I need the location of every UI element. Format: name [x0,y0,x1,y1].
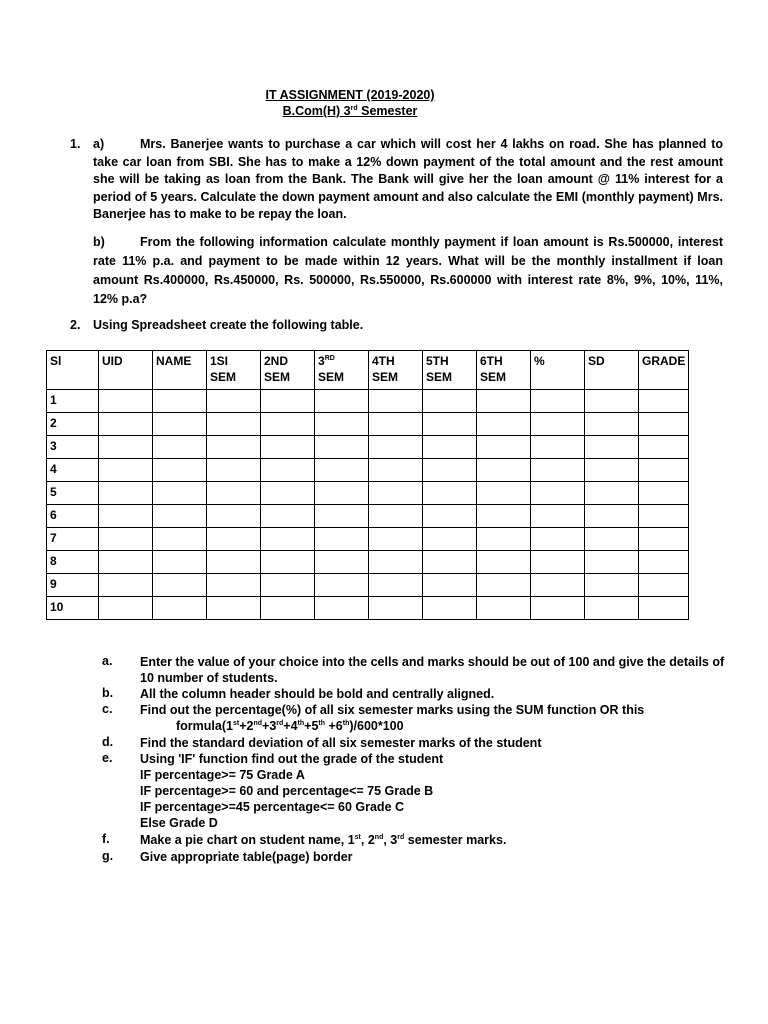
item-c-text: Find out the percentage(%) of all six semester marks using the SUM function OR this [140,703,645,717]
table-cell [639,390,689,413]
table-cell [585,436,639,459]
table-cell [261,574,315,597]
table-row [47,459,689,482]
table-cell [531,574,585,597]
subtitle-sup: rd [350,104,358,112]
table-row [47,528,689,551]
table-cell [315,574,369,597]
row-serial: 6 [47,505,99,528]
item-f-text [140,832,506,848]
table-cell [99,528,153,551]
item-d-label: d. [102,735,114,749]
table-cell [585,482,639,505]
table-cell [423,413,477,436]
item-e-line-3: IF percentage>=45 percentage<= 60 Grade C [140,800,405,814]
table-cell [99,574,153,597]
question-1a-text [93,136,723,224]
table-cell [639,413,689,436]
item-f-pre: Make a pie chart on student name, 1 [140,833,355,847]
table-cell [369,597,423,620]
header-sl: Sl [47,351,99,390]
table-cell [153,390,207,413]
table-cell [531,551,585,574]
table-cell [369,574,423,597]
table-cell [261,413,315,436]
row-serial: 9 [47,574,99,597]
header-3rd-sup: RD [324,355,335,362]
table-cell [315,505,369,528]
table-cell [207,597,261,620]
table-cell [369,505,423,528]
table-cell [639,505,689,528]
table-cell [531,482,585,505]
item-b-label: b. [102,686,114,700]
table-cell [99,597,153,620]
header-3rd-sem-label: SEM [318,370,345,384]
table-body [47,390,689,620]
item-c-label: c. [102,702,113,716]
table-cell [477,528,531,551]
table-cell [423,551,477,574]
table-cell [153,459,207,482]
table-cell [531,505,585,528]
table-cell [261,436,315,459]
table-cell [477,436,531,459]
table-row [47,390,689,413]
table-cell [369,551,423,574]
item-e-text: Using 'IF' function find out the grade of the student [140,752,444,766]
table-cell [315,597,369,620]
table-cell [477,551,531,574]
row-serial: 3 [47,436,99,459]
table-cell [531,413,585,436]
item-c-formula: formula(1st+2nd+3rd+4th+5th +6th)/600*100 [176,719,404,733]
table-cell [261,390,315,413]
item-f-label: f. [102,832,110,846]
table-cell [153,482,207,505]
table-cell [531,459,585,482]
row-serial: 1 [47,390,99,413]
table-cell [261,551,315,574]
question-1a-label: a) [93,137,105,151]
row-serial: 4 [47,459,99,482]
table-cell [99,436,153,459]
question-1b-body: From the following information calculate monthly payment if loan amount is Rs.500000, interest rate 11% p.a. and payment to be made within 12 years. What will be the monthly installment if loan amount Rs.400000, Rs.450000, Rs. 500000, Rs.550000, Rs.600000 with interest rate 8%, 9%, 10%, 11%, 12% p.a? [93,235,723,306]
item-g-label: g. [102,849,114,863]
table-cell [477,413,531,436]
question-1b-label: b) [93,235,105,249]
table-cell [315,390,369,413]
table-cell [261,459,315,482]
table-cell [531,597,585,620]
table-cell [423,390,477,413]
question-2-number: 2. [70,318,81,332]
header-4th-sem: 4TH SEM [369,351,423,390]
item-d-text: Find the standard deviation of all six semester marks of the student [140,736,542,750]
table-cell [585,597,639,620]
table-cell [531,436,585,459]
table-cell [99,551,153,574]
table-cell [369,413,423,436]
table-cell [585,413,639,436]
header-2nd-sem: 2ND SEM [261,351,315,390]
table-row [47,482,689,505]
table-cell [207,436,261,459]
question-2-text: Using Spreadsheet create the following table. [93,318,364,332]
table-row [47,505,689,528]
table-cell [261,528,315,551]
student-marks-table [46,350,689,620]
table-cell [423,436,477,459]
subtitle-semester: Semester [357,104,418,118]
table-cell [369,528,423,551]
table-cell [477,574,531,597]
item-e-line-1: IF percentage>= 75 Grade A [140,768,305,782]
table-cell [207,574,261,597]
assignment-subtitle [0,104,700,118]
item-e-line-4: Else Grade D [140,816,218,830]
table-cell [153,413,207,436]
table-cell [585,551,639,574]
table-cell [261,505,315,528]
table-cell [477,390,531,413]
table-cell [207,551,261,574]
table-cell [423,482,477,505]
item-f-sup3: rd [397,833,405,841]
table-cell [423,574,477,597]
table-cell [639,574,689,597]
table-cell [369,390,423,413]
table-cell [585,574,639,597]
item-g-text: Give appropriate table(page) border [140,850,353,864]
table-cell [153,528,207,551]
table-row [47,574,689,597]
row-serial: 2 [47,413,99,436]
header-6th-sem: 6TH SEM [477,351,531,390]
item-a-label: a. [102,654,113,668]
table-cell [369,459,423,482]
table-cell [207,459,261,482]
header-3rd-sem [315,351,369,390]
header-5th-sem: 5TH SEM [423,351,477,390]
table-cell [207,482,261,505]
item-f-sup2: nd [374,833,384,841]
header-sd: SD [585,351,639,390]
assignment-title: IT ASSIGNMENT (2019-2020) [265,88,435,102]
table-cell [207,413,261,436]
item-f-mid2: , 3 [383,833,398,847]
table-cell [639,482,689,505]
table-cell [315,413,369,436]
row-serial: 5 [47,482,99,505]
question-1-number: 1. [70,137,81,151]
table-cell [531,528,585,551]
table-cell [99,459,153,482]
header-percent: % [531,351,585,390]
table-cell [315,459,369,482]
table-cell [153,436,207,459]
table-cell [423,528,477,551]
table-cell [315,436,369,459]
table-cell [585,390,639,413]
table-cell [261,482,315,505]
table-cell [99,390,153,413]
table-cell [369,436,423,459]
row-serial: 10 [47,597,99,620]
table-cell [207,390,261,413]
header-name: NAME [153,351,207,390]
table-row [47,413,689,436]
table-cell [585,505,639,528]
table-row [47,597,689,620]
table-cell [99,482,153,505]
table-cell [99,505,153,528]
table-row [47,436,689,459]
table-cell [207,505,261,528]
row-serial: 8 [47,551,99,574]
table-cell [639,459,689,482]
table-cell [639,597,689,620]
table-cell [369,482,423,505]
table-cell [585,459,639,482]
table-cell [477,597,531,620]
header-uid: UID [99,351,153,390]
subtitle-course: B.Com(H) 3 [282,104,351,118]
table-cell [639,436,689,459]
table-cell [315,551,369,574]
table-cell [153,574,207,597]
question-1a-body: Mrs. Banerjee wants to purchase a car which will cost her 4 lakhs on road. She has planned to take car loan from SBI. She has to make a 12% down payment of the total amount and the rest amount she will be taking as loan from the Bank. The Bank will give her the loan amount @ 11% interest for a period of 5 years. Calculate the down payment amount and also calculate the EMI (monthly payment) Mrs. Banerjee has to make to be repay the loan. [93,137,723,221]
item-f-mid1: , 2 [360,833,375,847]
table-cell [261,597,315,620]
table-cell [423,597,477,620]
header-grade: GRADE [639,351,689,390]
header-1st-sem: 1SI SEM [207,351,261,390]
item-f-post: semester marks. [404,833,507,847]
item-f-sup1: st [354,833,361,841]
table-cell [531,390,585,413]
item-e-line-2: IF percentage>= 60 and percentage<= 75 Grade B [140,784,434,798]
table-row [47,551,689,574]
table-cell [639,528,689,551]
header-3rd-num: 3 [318,354,325,368]
table-cell [315,528,369,551]
table-cell [477,505,531,528]
item-a-text: Enter the value of your choice into the cells and marks should be out of 100 and give the details of 10 number of students. [140,655,725,685]
table-cell [315,482,369,505]
table-cell [423,459,477,482]
table-cell [639,551,689,574]
item-b-text: All the column header should be bold and centrally aligned. [140,687,495,701]
table-cell [477,459,531,482]
table-cell [153,505,207,528]
table-cell [153,551,207,574]
table-cell [477,482,531,505]
table-cell [153,597,207,620]
row-serial: 7 [47,528,99,551]
table-cell [99,413,153,436]
item-e-label: e. [102,751,113,765]
table-cell [423,505,477,528]
table-cell [207,528,261,551]
question-1b-text [93,233,723,309]
table-header-row [47,351,689,390]
table-cell [585,528,639,551]
